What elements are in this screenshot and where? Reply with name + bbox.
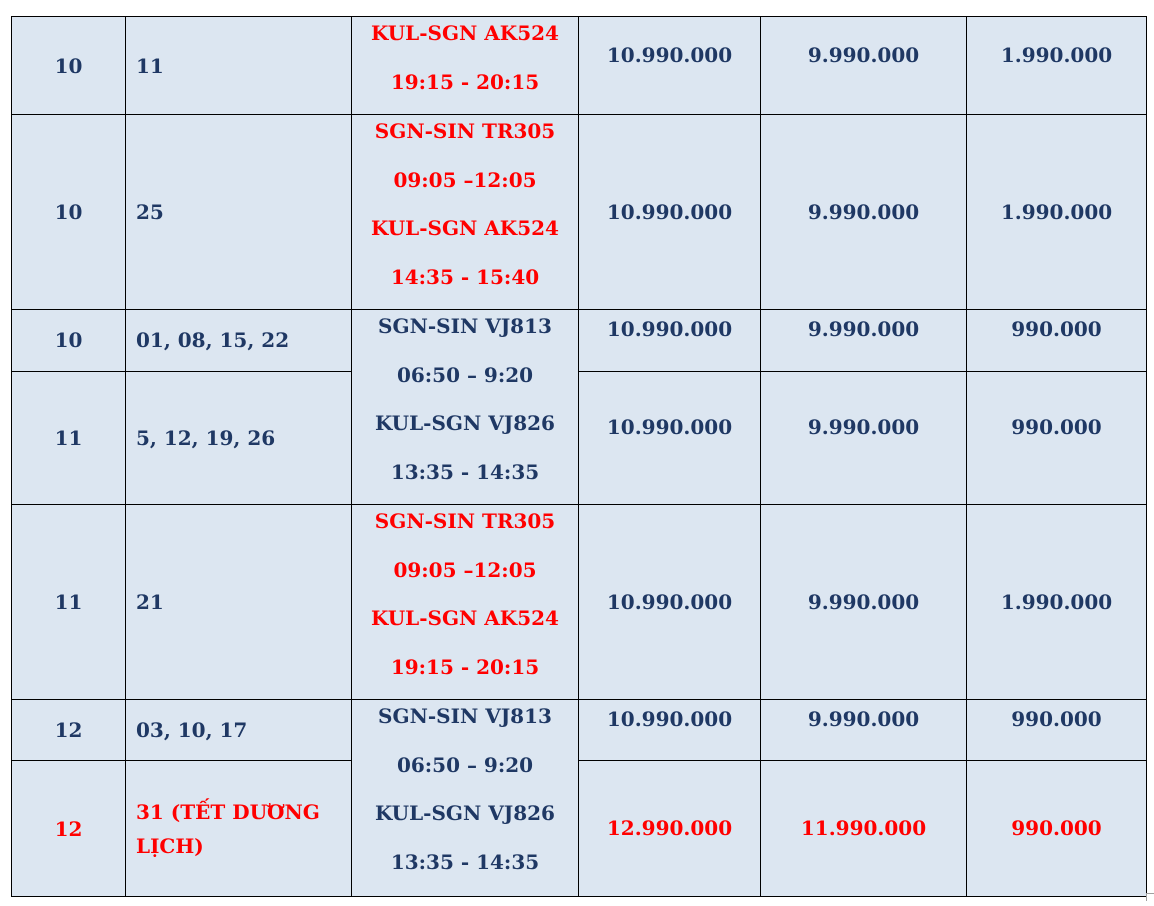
price-infant: 990.000 xyxy=(1011,707,1102,731)
flight-time: 19:15 - 20:15 xyxy=(390,69,540,94)
flight-time: 13:35 - 14:35 xyxy=(390,849,540,874)
price-child-cell xyxy=(761,371,967,504)
price-child: 9.990.000 xyxy=(807,589,920,614)
flight-route: SGN-SIN TR305 xyxy=(374,509,556,533)
price-child-cell xyxy=(761,17,967,115)
price-adult-cell xyxy=(579,505,761,700)
flight-cell xyxy=(352,115,579,310)
flight-time: 06:50 – 9:20 xyxy=(396,362,534,387)
price-infant-cell xyxy=(967,310,1147,372)
price-adult: 12.990.000 xyxy=(606,816,733,840)
flight-route: SGN-SIN TR305 xyxy=(374,119,556,143)
flight-route: KUL-SGN AK524 xyxy=(371,21,559,45)
price-infant-cell xyxy=(967,505,1147,700)
price-infant-cell xyxy=(967,761,1147,897)
flight-cell xyxy=(352,310,579,505)
price-infant-cell xyxy=(967,17,1147,115)
price-adult-cell xyxy=(579,371,761,504)
price-adult: 10.990.000 xyxy=(606,199,733,224)
flight-time: 09:05 –12:05 xyxy=(393,167,537,192)
price-adult: 10.990.000 xyxy=(606,707,733,731)
price-child-cell xyxy=(761,761,967,897)
price-child: 9.990.000 xyxy=(807,414,920,439)
price-child: 11.990.000 xyxy=(800,816,927,840)
price-child-cell xyxy=(761,310,967,372)
flight-route: SGN-SIN VJ813 xyxy=(378,704,552,728)
flight-route: KUL-SGN AK524 xyxy=(371,606,559,630)
price-child: 9.990.000 xyxy=(807,43,920,67)
price-infant: 990.000 xyxy=(1011,317,1102,341)
price-infant-cell xyxy=(967,115,1147,310)
flight-time: 19:15 - 20:15 xyxy=(390,654,540,679)
price-infant: 1.990.000 xyxy=(1000,199,1113,224)
flight-time: 13:35 - 14:35 xyxy=(390,459,540,484)
table-row xyxy=(12,505,1147,700)
table-row xyxy=(12,115,1147,310)
table-row xyxy=(12,700,1147,761)
price-child-cell xyxy=(761,115,967,310)
tour-price-table xyxy=(11,16,1147,897)
price-adult-cell xyxy=(579,700,761,761)
price-adult: 10.990.000 xyxy=(606,414,733,439)
month-cell: 10 xyxy=(12,310,126,372)
flight-cell xyxy=(352,17,579,115)
flight-route: SGN-SIN VJ813 xyxy=(378,314,552,338)
flight-cell xyxy=(352,700,579,897)
departure-days-cell: 5, 12, 19, 26 xyxy=(126,371,352,504)
flight-route: KUL-SGN VJ826 xyxy=(375,801,555,825)
flight-time: 14:35 - 15:40 xyxy=(390,264,540,289)
holiday-days-text: 31 (TẾT DƯƠNG LỊCH) xyxy=(136,799,320,858)
flight-time: 09:05 –12:05 xyxy=(393,557,537,582)
price-adult-cell xyxy=(579,761,761,897)
price-adult-cell xyxy=(579,17,761,115)
table-row xyxy=(12,17,1147,115)
price-child: 9.990.000 xyxy=(807,199,920,224)
flight-time: 06:50 – 9:20 xyxy=(396,752,534,777)
month-cell: 10 xyxy=(12,17,126,115)
price-infant: 1.990.000 xyxy=(1000,43,1113,67)
flight-route: KUL-SGN AK524 xyxy=(371,216,559,240)
month-cell: 12 xyxy=(12,700,126,761)
departure-days-cell: 21 xyxy=(126,505,352,700)
table-row xyxy=(12,310,1147,372)
flight-cell xyxy=(352,505,579,700)
price-infant: 990.000 xyxy=(1011,816,1102,840)
departure-days-cell: 03, 10, 17 xyxy=(126,700,352,761)
price-child: 9.990.000 xyxy=(807,317,920,341)
price-child: 9.990.000 xyxy=(807,707,920,731)
price-child-cell xyxy=(761,700,967,761)
departure-days-cell: 01, 08, 15, 22 xyxy=(126,310,352,372)
price-infant: 990.000 xyxy=(1011,414,1102,439)
departure-days-cell: 11 xyxy=(126,17,352,115)
departure-days-cell xyxy=(126,761,352,897)
price-infant-cell xyxy=(967,700,1147,761)
page-corner-mark xyxy=(1146,893,1154,901)
price-adult: 10.990.000 xyxy=(606,589,733,614)
price-adult: 10.990.000 xyxy=(606,43,733,67)
price-infant: 1.990.000 xyxy=(1000,589,1113,614)
table-row xyxy=(12,761,1147,897)
price-adult-cell xyxy=(579,310,761,372)
month-cell: 12 xyxy=(12,761,126,897)
month-cell: 11 xyxy=(12,371,126,504)
price-child-cell xyxy=(761,505,967,700)
departure-days-cell: 25 xyxy=(126,115,352,310)
month-cell: 10 xyxy=(12,115,126,310)
flight-route: KUL-SGN VJ826 xyxy=(375,411,555,435)
price-adult: 10.990.000 xyxy=(606,317,733,341)
table-row xyxy=(12,371,1147,504)
month-cell: 11 xyxy=(12,505,126,700)
price-adult-cell xyxy=(579,115,761,310)
price-infant-cell xyxy=(967,371,1147,504)
